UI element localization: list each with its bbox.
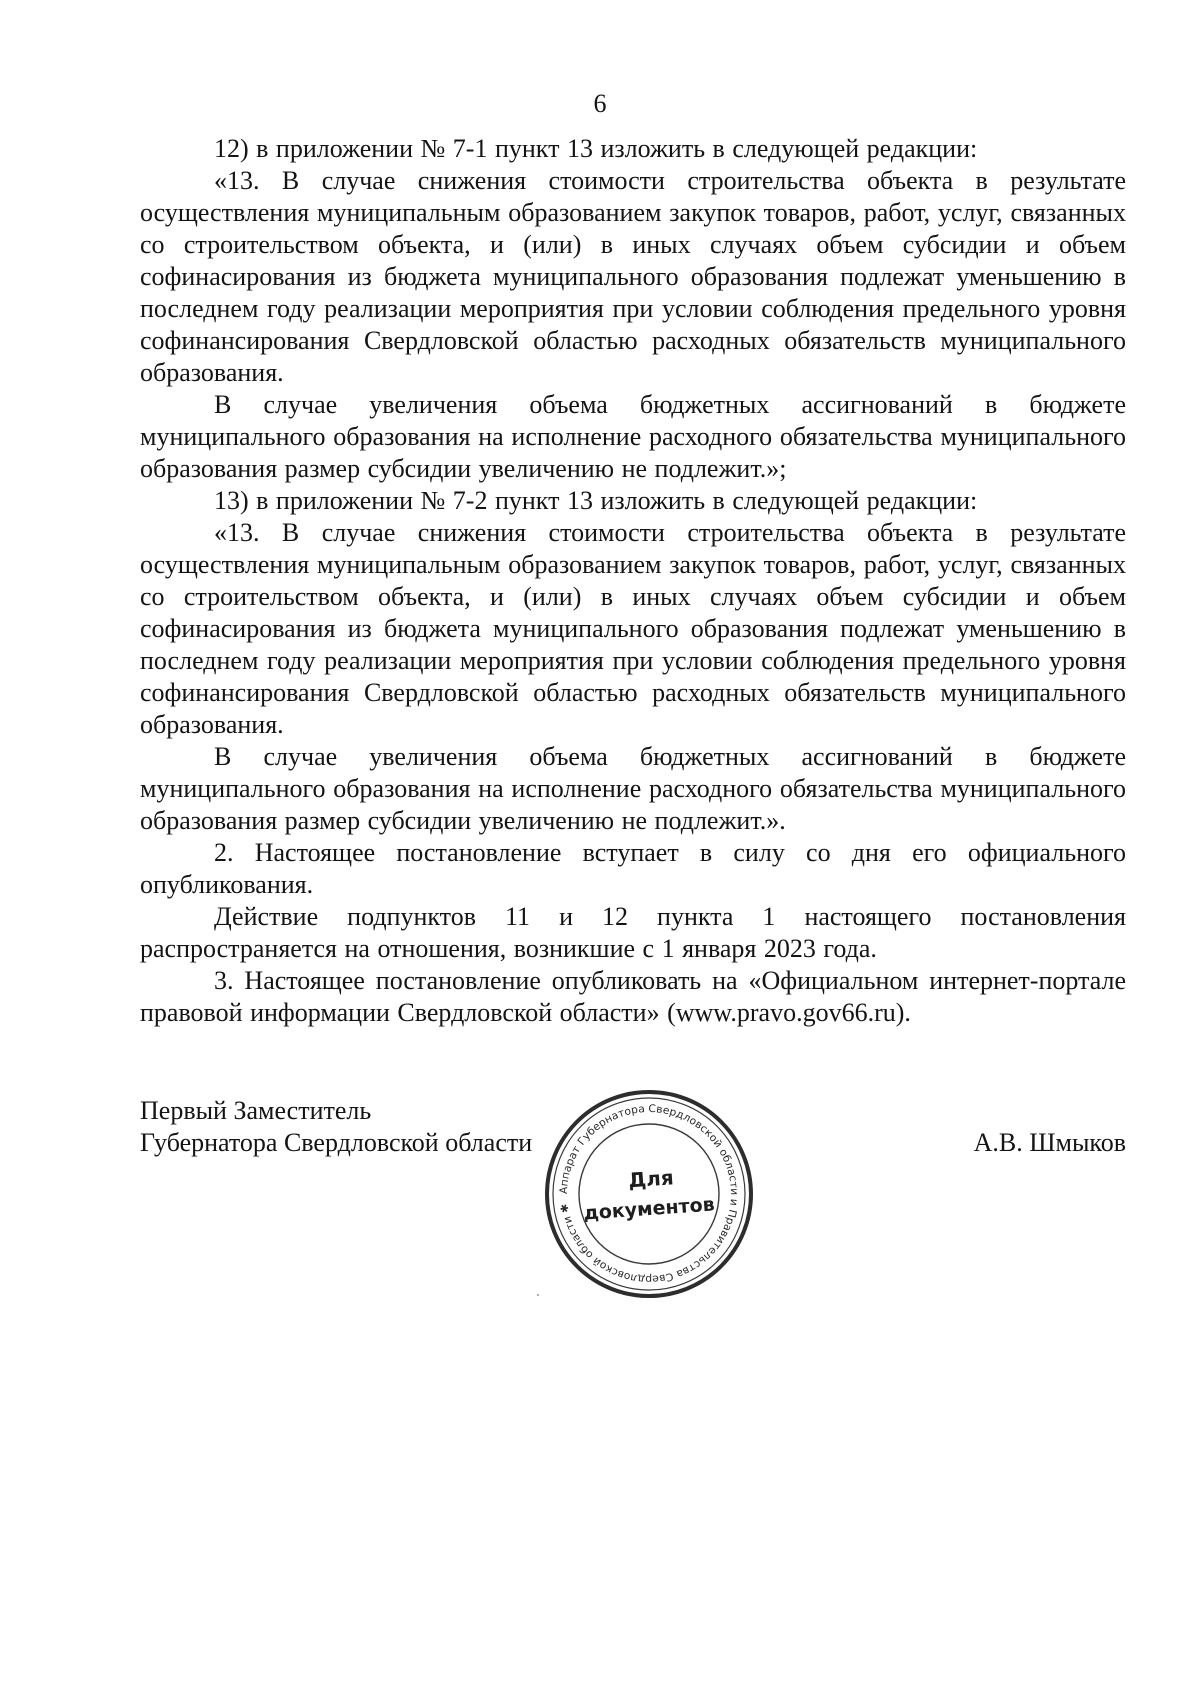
- page-number: 6: [593, 89, 607, 118]
- paragraph-quote-7-1-increase: В случае увеличения объема бюджетных ассигнований в бюджете муниципального образования на исполнение расходного обязательства муниципального образования размер субсидии увеличению не подлежит.»;: [140, 390, 1126, 483]
- signer-position-line2: Губернатора Свердловской области: [140, 1128, 533, 1157]
- stamp-seal-icon: [540, 1085, 758, 1303]
- stamp-center-line1: Для: [627, 1165, 675, 1193]
- paragraph-item-13: 13) в приложении № 7-2 пункт 13 изложить в следующей редакции:: [214, 486, 978, 515]
- paragraph-point-3: 3. Настоящее постановление опубликовать на «Официальном интернет-портале правовой информации Свердловской области» (www.pravo.gov66.ru).: [140, 966, 1126, 1027]
- signer-name: А.В. Шмыков: [973, 1128, 1126, 1157]
- paragraph-subpoints-effect: Действие подпунктов 11 и 12 пункта 1 настоящего постановления распространяется на отношения, возникшие с 1 января 2023 года.: [140, 902, 1126, 963]
- paragraph-quote-7-2-increase: В случае увеличения объема бюджетных ассигнований в бюджете муниципального образования на исполнение расходного обязательства муниципального образования размер субсидии увеличению не подлежит.».: [140, 742, 1126, 835]
- official-stamp: [540, 1085, 758, 1303]
- stamp-ring-text: Аппарат Губернатора Свердловской области и Правительства Свердловской области ✱: [557, 1102, 741, 1286]
- stamp-center-line2: документов: [582, 1193, 716, 1225]
- paragraph-point-2: 2. Настоящее постановление вступает в силу со дня его официального опубликования.: [140, 838, 1126, 899]
- signer-position-line1: Первый Заместитель: [140, 1096, 372, 1125]
- paragraph-quote-7-2-clause-13: «13. В случае снижения стоимости строительства объекта в результате осуществления муниципальным образованием закупок товаров, работ, услуг, связанных со строительством объекта, и (или) в иных случаях объем субсидии и объем софинасирования из бюджета муниципального образования подлежат уменьшению в последнем году реализации мероприятия при условии соблюдения предельного уровня софинансирования Свердловской областью расходных обязательств муниципального образования.: [140, 518, 1126, 739]
- paragraph-quote-7-1-clause-13: «13. В случае снижения стоимости строительства объекта в результате осуществления муниципальным образованием закупок товаров, работ, услуг, связанных со строительством объекта, и (или) в иных случаях объем субсидии и объем софинасирования из бюджета муниципального образования подлежат уменьшению в последнем году реализации мероприятия при условии соблюдения предельного уровня софинансирования Свердловской областью расходных обязательств муниципального образования.: [140, 166, 1126, 387]
- scan-speck: [537, 1294, 539, 1296]
- document-body: [140, 133, 1126, 1029]
- paragraph-item-12: 12) в приложении № 7-1 пункт 13 изложить в следующей редакции:: [214, 134, 978, 163]
